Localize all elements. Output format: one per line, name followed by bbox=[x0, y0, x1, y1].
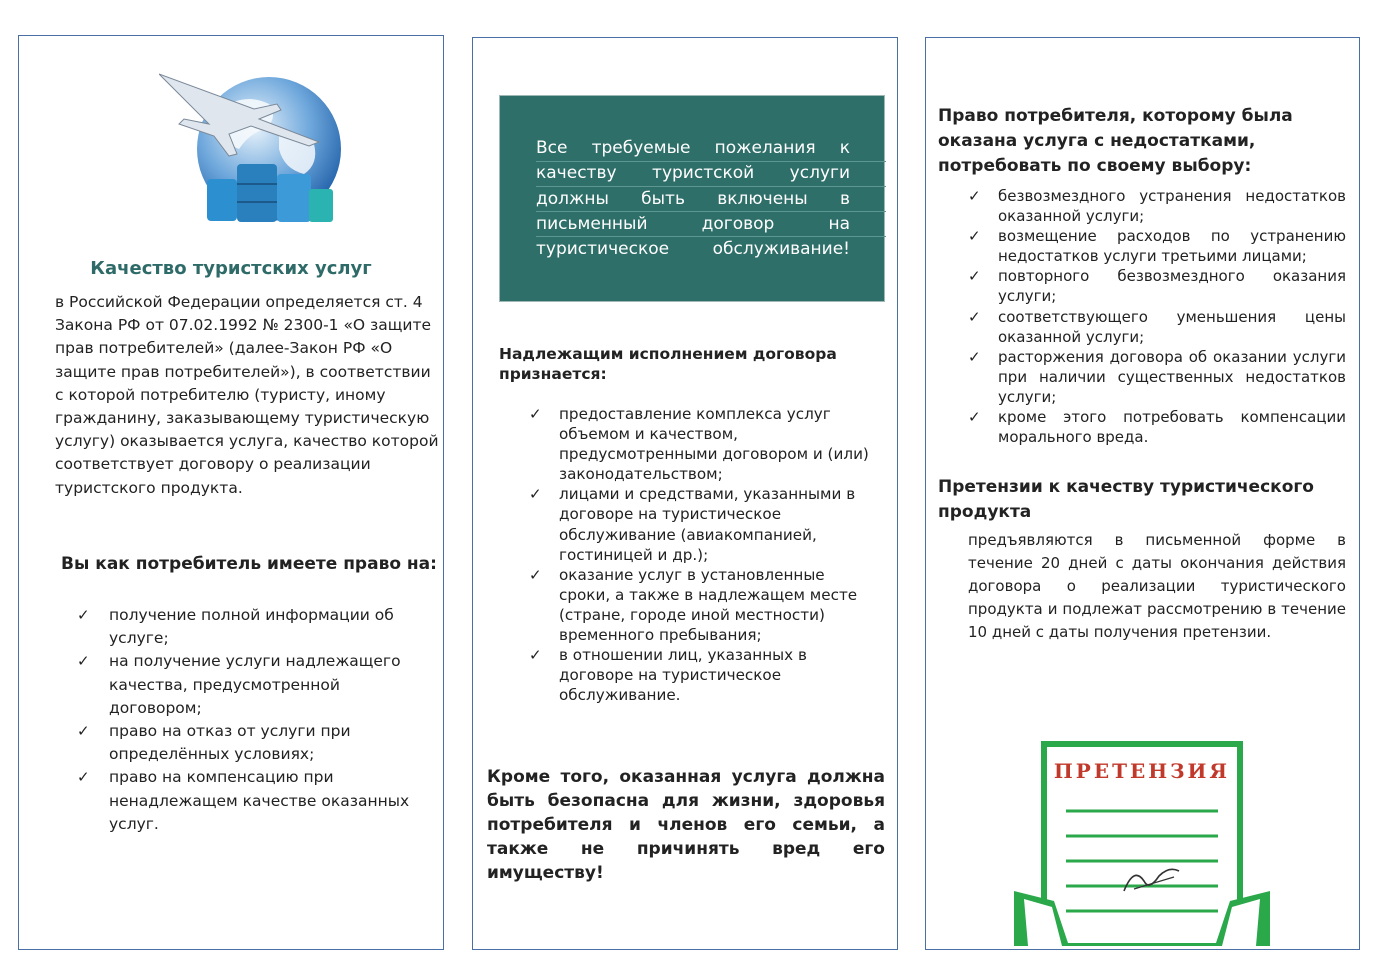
defects-options-list bbox=[968, 186, 1346, 447]
quality-title: Качество туристских услуг bbox=[90, 258, 372, 279]
list-item: ✓ на получение услуги надлежащего качества, предусмотренной договором; bbox=[77, 652, 401, 717]
proper-execution-list bbox=[529, 404, 879, 705]
checkmark-icon: ✓ bbox=[529, 405, 542, 423]
list-item: ✓ право на компенсацию при ненадлежащем качестве оказанных услуг. bbox=[77, 768, 410, 833]
list-item: ✓ кроме этого потребовать компенсации морального вреда. bbox=[968, 408, 1346, 447]
checkmark-icon: ✓ bbox=[968, 347, 981, 366]
defects-right-title: Право потребителя, которому была оказана услуга с недостатками, потребовать по своему выбору: bbox=[938, 106, 1293, 176]
requirements-text: Все требуемые пожелания к качеству туристской услуги должны быть включены в письменный договор на туристическое обслуживание! bbox=[536, 138, 850, 260]
checkmark-icon: ✓ bbox=[77, 722, 90, 741]
panel-consumer-rights bbox=[925, 37, 1360, 950]
list-item: ✓ лицами и средствами, указанными в договоре на туристическое обслуживание (авиакомпанией, гостиницей и др.); bbox=[529, 485, 856, 564]
rights-title: Вы как потребитель имеете право на: bbox=[61, 554, 437, 574]
requirements-callout bbox=[499, 95, 885, 302]
panel-quality bbox=[18, 35, 444, 950]
checkmark-icon: ✓ bbox=[529, 485, 542, 504]
globe-airplane-illustration bbox=[159, 64, 359, 224]
rights-list bbox=[77, 604, 437, 836]
list-item: ✓ повторного безвозмездного оказания услуги; bbox=[968, 267, 1346, 306]
quality-intro: в Российской Федерации определяется ст. 4 Закона РФ от 07.02.1992 № 2300-1 «О защите прав потребителей» (далее-Закон РФ «О защите прав потребителей»), в соответствии с которой потребителю (туристу, иному гражданину, заказывающему туристическую услугу) оказывается услуга, качество которой соответствует договору о реализации туристского продукта. bbox=[55, 293, 439, 497]
list-item: ✓ возмещение расходов по устранению недостатков услуги третьими лицами; bbox=[968, 227, 1346, 266]
list-item: ✓ расторжения договора об оказании услуги при наличии существенных недостатков услуги; bbox=[968, 347, 1346, 406]
list-item: ✓ соответствующего уменьшения цены оказанной услуги; bbox=[968, 307, 1346, 346]
list-item: ✓ право на отказ от услуги при определённых условиях; bbox=[77, 722, 351, 764]
checkmark-icon: ✓ bbox=[968, 227, 981, 246]
list-item: ✓ оказание услуг в установленные сроки, а также в надлежащем месте (стране, городе иной местности) временного пребывания; bbox=[529, 565, 858, 645]
claim-document-label: ПРЕТЕНЗИЯ bbox=[1053, 759, 1231, 783]
checkmark-icon: ✓ bbox=[968, 187, 981, 205]
claims-text: предъявляются в письменной форме в течение 20 дней с даты окончания действия договора о реализации туристического продукта и подлежат рассмотрению в течение 10 дней с даты получения претензии. bbox=[968, 531, 1346, 642]
list-item: ✓ получение полной информации об услуге; bbox=[77, 606, 394, 648]
checkmark-icon: ✓ bbox=[77, 768, 90, 787]
checkmark-icon: ✓ bbox=[77, 606, 90, 624]
claims-title: Претензии к качеству туристического продукта bbox=[938, 477, 1314, 522]
checkmark-icon: ✓ bbox=[968, 307, 981, 326]
checkmark-icon: ✓ bbox=[529, 646, 542, 665]
list-item: ✓ в отношении лиц, указанных в договоре на туристическое обслуживание. bbox=[529, 646, 807, 705]
list-item: ✓ предоставление комплекса услуг объемом и качеством, предусмотренными договором и (или) законодательством; bbox=[529, 405, 869, 484]
proper-execution-title: Надлежащим исполнением договора признается: bbox=[499, 345, 837, 383]
list-item: ✓ безвозмездного устранения недостатков оказанной услуги; bbox=[968, 187, 1346, 226]
panel-contract bbox=[472, 37, 898, 950]
checkmark-icon: ✓ bbox=[77, 652, 90, 671]
checkmark-icon: ✓ bbox=[968, 267, 981, 286]
checkmark-icon: ✓ bbox=[968, 408, 981, 427]
safety-statement: Кроме того, оказанная услуга должна быть безопасна для жизни, здоровья потребителя и членов его семьи, а также не причинять вред его имуществу! bbox=[487, 767, 885, 883]
claim-document-illustration bbox=[1014, 741, 1270, 946]
checkmark-icon: ✓ bbox=[529, 565, 542, 584]
